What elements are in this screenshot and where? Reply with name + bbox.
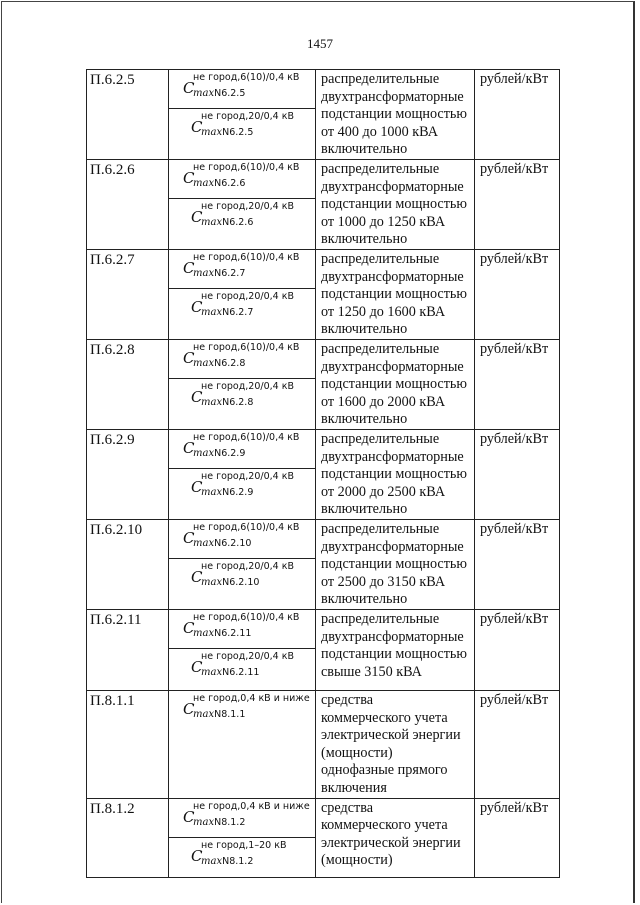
row-unit: рублей/кВт [475, 520, 560, 610]
subscript-max: max [201, 487, 223, 498]
description-line: двухтрансформаторные [321, 88, 464, 105]
tariff-symbol [169, 610, 315, 648]
subscript-index: N6.2.7 [214, 268, 246, 279]
symbol-letter: C [191, 118, 203, 136]
symbol-letter: C [191, 208, 203, 226]
row-description [316, 70, 475, 160]
variable-cell [169, 160, 316, 199]
subscript-max: max [193, 628, 215, 639]
variable-cell [169, 340, 316, 379]
row-description [316, 430, 475, 520]
variable-cell [169, 379, 316, 430]
subscript-max: max [201, 307, 223, 318]
row-code: П.6.2.11 [87, 610, 169, 691]
tariff-table [86, 69, 560, 878]
symbol-subscript [193, 538, 251, 549]
symbol-subscript [193, 448, 245, 459]
table-row [87, 691, 560, 799]
subscript-index: N6.2.10 [214, 538, 252, 549]
description-line: свыше 3150 кВА [321, 663, 422, 680]
row-description [316, 798, 475, 877]
subscript-max: max [193, 816, 215, 828]
description-line: включительно [321, 141, 408, 158]
symbol-superscript: не город,20/0,4 кВ [201, 651, 294, 662]
subscript-index: N6.2.10 [222, 577, 260, 588]
symbol-superscript: не город,6(10)/0,4 кВ [193, 252, 300, 263]
description-line: включительно [321, 591, 408, 608]
row-code: П.8.1.2 [87, 798, 169, 877]
description-line: включительно [321, 411, 408, 428]
variable-cell [169, 649, 316, 691]
description-line: от 2500 до 3150 кВА [321, 573, 446, 590]
variable-cell [169, 199, 316, 250]
subscript-index: N6.2.11 [222, 667, 260, 678]
variable-cell [169, 798, 316, 837]
row-unit: рублей/кВт [475, 160, 560, 250]
row-description [316, 520, 475, 610]
subscript-index: N6.2.9 [214, 448, 246, 459]
symbol-letter: C [183, 807, 195, 826]
row-code: П.6.2.7 [87, 250, 169, 340]
description-line: от 2000 до 2500 кВА [321, 483, 446, 500]
description-line: подстанции мощностью [321, 196, 467, 213]
variable-cell [169, 430, 316, 469]
symbol-subscript [193, 628, 251, 639]
symbol-superscript: не город,6(10)/0,4 кВ [193, 612, 300, 623]
symbol-subscript [201, 217, 253, 228]
row-code: П.6.2.8 [87, 340, 169, 430]
variable-cell [169, 520, 316, 559]
subscript-index: N6.2.9 [222, 487, 254, 498]
description-line: включительно [321, 321, 408, 338]
symbol-superscript: не город,20/0,4 кВ [201, 561, 294, 572]
symbol-subscript [193, 709, 245, 720]
variable-cell [169, 109, 316, 160]
symbol-subscript [193, 358, 245, 369]
symbol-letter: C [183, 700, 195, 718]
description-line: распределительные [321, 341, 440, 357]
table-row [87, 160, 560, 199]
row-code: П.6.2.10 [87, 520, 169, 610]
symbol-letter: C [191, 846, 203, 865]
subscript-max: max [193, 88, 215, 99]
row-description [316, 610, 475, 691]
subscript-max: max [193, 268, 215, 279]
description-line: однофазные прямого [321, 762, 448, 779]
symbol-subscript [201, 307, 253, 318]
row-unit: рублей/кВт [475, 250, 560, 340]
subscript-max: max [193, 178, 215, 189]
subscript-index: N6.2.11 [214, 628, 252, 639]
description-line: распределительные [321, 71, 440, 87]
description-line: коммерческого учета [321, 817, 448, 834]
subscript-max: max [201, 217, 223, 228]
tariff-symbol [169, 289, 315, 327]
row-description [316, 250, 475, 340]
symbol-letter: C [183, 529, 195, 547]
symbol-subscript [201, 577, 259, 588]
table-row [87, 430, 560, 469]
symbol-letter: C [183, 439, 195, 457]
description-line: двухтрансформаторные [321, 178, 464, 195]
tariff-symbol [169, 799, 315, 837]
description-line: (мощности) [321, 852, 393, 869]
row-unit: рублей/кВт [475, 798, 560, 877]
description-line: распределительные [321, 161, 440, 177]
description-line: двухтрансформаторные [321, 448, 464, 465]
description-line: двухтрансформаторные [321, 358, 464, 375]
subscript-max: max [201, 855, 223, 867]
variable-cell [169, 837, 316, 877]
description-line: двухтрансформаторные [321, 538, 464, 555]
tariff-symbol [169, 520, 315, 558]
symbol-subscript [201, 856, 253, 867]
subscript-max: max [201, 577, 223, 588]
row-code: П.8.1.1 [87, 691, 169, 799]
description-line: подстанции мощностью [321, 376, 467, 393]
description-line: включительно [321, 231, 408, 248]
symbol-superscript: не город,6(10)/0,4 кВ [193, 342, 300, 353]
symbol-superscript: не город,20/0,4 кВ [201, 291, 294, 302]
row-unit: рублей/кВт [475, 70, 560, 160]
subscript-index: N6.2.8 [222, 397, 254, 408]
tariff-symbol [169, 379, 315, 417]
symbol-letter: C [191, 298, 203, 316]
description-line: двухтрансформаторные [321, 628, 464, 645]
tariff-symbol [169, 430, 315, 468]
row-code: П.6.2.9 [87, 430, 169, 520]
symbol-superscript: не город,6(10)/0,4 кВ [193, 72, 300, 83]
subscript-max: max [201, 127, 223, 138]
row-description [316, 340, 475, 430]
description-line: средства [321, 799, 374, 816]
row-code: П.6.2.5 [87, 70, 169, 160]
table-row [87, 798, 560, 837]
subscript-max: max [193, 538, 215, 549]
description-line: подстанции мощностью [321, 466, 467, 483]
description-line: включения [321, 779, 387, 796]
symbol-superscript: не город,20/0,4 кВ [201, 111, 294, 122]
symbol-letter: C [183, 619, 195, 637]
symbol-superscript: не город,6(10)/0,4 кВ [193, 522, 300, 533]
row-unit: рублей/кВт [475, 610, 560, 691]
symbol-superscript: не город,20/0,4 кВ [201, 381, 294, 392]
symbol-superscript: не город,0,4 кВ и ниже [193, 800, 310, 812]
symbol-subscript [193, 88, 245, 99]
subscript-index: N8.1.2 [222, 855, 254, 867]
symbol-subscript [201, 127, 253, 138]
description-line: подстанции мощностью [321, 646, 467, 663]
row-description [316, 160, 475, 250]
description-line: (мощности) [321, 744, 393, 761]
symbol-superscript: не город,0,4 кВ и ниже [193, 693, 310, 704]
tariff-symbol [169, 70, 315, 108]
symbol-letter: C [183, 169, 195, 187]
variable-cell [169, 559, 316, 610]
subscript-index: N6.2.8 [214, 358, 246, 369]
symbol-letter: C [183, 259, 195, 277]
symbol-subscript [193, 817, 245, 828]
symbol-letter: C [191, 658, 203, 676]
symbol-letter: C [191, 388, 203, 406]
tariff-symbol [169, 691, 315, 729]
symbol-superscript: не город,1–20 кВ [201, 839, 287, 851]
description-line: от 1250 до 1600 кВА [321, 303, 446, 320]
subscript-index: N6.2.6 [222, 217, 254, 228]
description-line: двухтрансформаторные [321, 268, 464, 285]
description-line: распределительные [321, 251, 440, 267]
variable-cell [169, 469, 316, 520]
description-line: электрической энергии [321, 727, 461, 744]
description-line: подстанции мощностью [321, 556, 467, 573]
description-line: подстанции мощностью [321, 286, 467, 303]
description-line: коммерческого учета [321, 709, 448, 726]
row-code: П.6.2.6 [87, 160, 169, 250]
description-line: распределительные [321, 611, 440, 627]
description-line: от 1000 до 1250 кВА [321, 213, 446, 230]
subscript-index: N8.1.2 [214, 816, 246, 828]
tariff-symbol [169, 250, 315, 288]
variable-cell [169, 691, 316, 799]
tariff-symbol [169, 649, 315, 687]
subscript-max: max [201, 397, 223, 408]
table-row [87, 610, 560, 649]
subscript-index: N6.2.6 [214, 178, 246, 189]
variable-cell [169, 250, 316, 289]
symbol-subscript [201, 667, 259, 678]
symbol-superscript: не город,20/0,4 кВ [201, 201, 294, 212]
variable-cell [169, 289, 316, 340]
description-line: распределительные [321, 521, 440, 537]
subscript-index: N6.2.5 [214, 88, 246, 99]
symbol-letter: C [183, 79, 195, 97]
subscript-index: N6.2.5 [222, 127, 254, 138]
table-row [87, 70, 560, 109]
symbol-superscript: не город,6(10)/0,4 кВ [193, 432, 300, 443]
description-line: от 1600 до 2000 кВА [321, 393, 446, 410]
description-line: включительно [321, 501, 408, 518]
row-unit: рублей/кВт [475, 340, 560, 430]
tariff-symbol [169, 340, 315, 378]
row-description [316, 691, 475, 799]
variable-cell [169, 610, 316, 649]
table-row [87, 520, 560, 559]
subscript-max: max [193, 709, 215, 720]
symbol-superscript: не город,6(10)/0,4 кВ [193, 162, 300, 173]
row-unit: рублей/кВт [475, 691, 560, 799]
subscript-max: max [201, 667, 223, 678]
subscript-max: max [193, 448, 215, 459]
tariff-symbol [169, 469, 315, 507]
description-line: от 400 до 1000 кВА [321, 123, 438, 140]
page-number: 1457 [307, 36, 333, 51]
symbol-subscript [201, 397, 253, 408]
tariff-symbol [169, 160, 315, 198]
symbol-letter: C [183, 349, 195, 367]
subscript-index: N6.2.7 [222, 307, 254, 318]
table-row [87, 340, 560, 379]
symbol-subscript [201, 487, 253, 498]
description-line: распределительные [321, 431, 440, 447]
row-unit: рублей/кВт [475, 430, 560, 520]
symbol-letter: C [191, 478, 203, 496]
table-row [87, 250, 560, 289]
symbol-letter: C [191, 568, 203, 586]
description-line: средства [321, 692, 374, 708]
tariff-symbol [169, 199, 315, 237]
description-line: подстанции мощностью [321, 106, 467, 123]
subscript-max: max [193, 358, 215, 369]
description-line: электрической энергии [321, 834, 461, 851]
tariff-symbol [169, 559, 315, 597]
tariff-symbol [169, 838, 315, 876]
tariff-symbol [169, 109, 315, 147]
symbol-superscript: не город,20/0,4 кВ [201, 471, 294, 482]
variable-cell [169, 70, 316, 109]
symbol-subscript [193, 268, 245, 279]
subscript-index: N8.1.1 [214, 709, 246, 720]
symbol-subscript [193, 178, 245, 189]
